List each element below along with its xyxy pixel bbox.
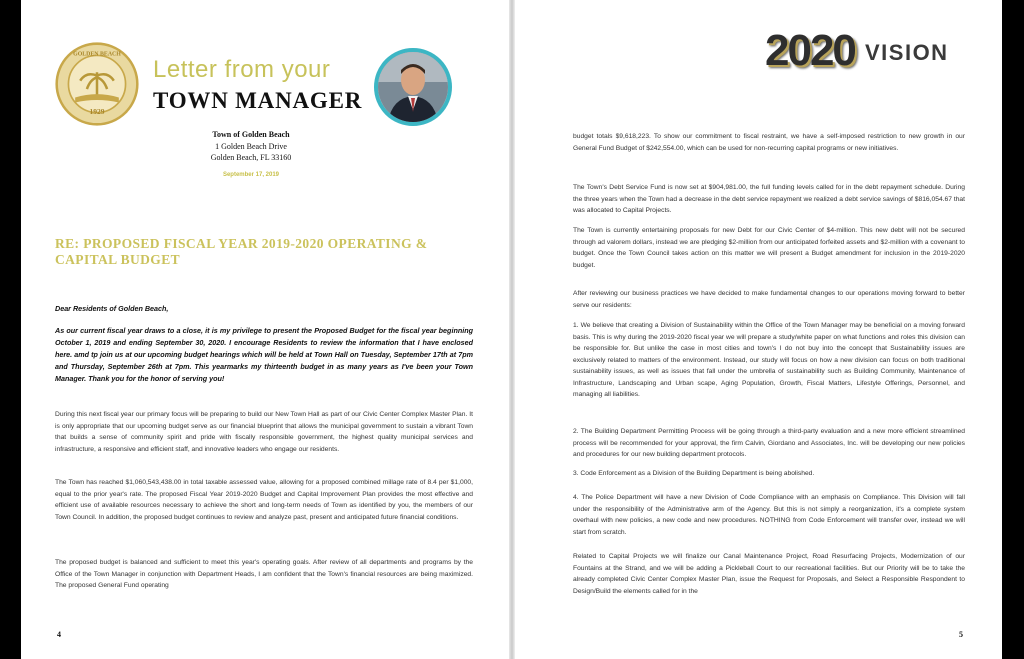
body-paragraph: After reviewing our business practices we have decided to make fundamental changes to our operations moving forward to better serve our residents:	[573, 290, 965, 309]
list-item: 2. The Building Department Permitting Process will be going through a third-party evaluation and a new more efficient streamlined process will be recommended for your approval, the firm Calvin, Giordano and Associates, Inc. will be developing our new policies and procedures for our new building department protocols.	[573, 428, 965, 458]
list-item: 3. Code Enforcement as a Division of the Building Department is being abolished.	[573, 470, 815, 477]
town-seal-icon	[55, 42, 139, 126]
svg-text:GOLDEN BEACH: GOLDEN BEACH	[73, 51, 121, 58]
body-paragraph: The Town has reached $1,060,543,438.00 in total taxable assessed value, allowing for a proposed combined millage rate of 8.4 per $1,000, equal to the prior year's rate. The proposed Fiscal Year 2019-2020 Budget and Capital Improvement Plan provides the most effective and efficient use of available resources necessary to achieve the short and long-term needs of Town as identified by you, the members of our Town Council. In addition, the proposed budget continues to review and analyze past, present and anticipated future financial conditions.	[55, 479, 473, 521]
letter-title-line1: Letter from your	[153, 56, 331, 83]
vision-2020-logo	[765, 26, 995, 84]
body-paragraph: The Town is currently entertaining proposals for new Debt for our Civic Center of $4-million. This new debt will not be secured through ad valorem dollars, instead we are pledging $2-million from our anticipated forfeited assets and $2-million with a covenant to budget. Once the Town Council takes action on this matter we will present a Budget amendment for inclusion in the 2019-2020 budget.	[573, 227, 965, 269]
page-number-left: 4	[57, 630, 61, 639]
right-page	[515, 0, 1002, 659]
portrait-image	[378, 52, 448, 122]
list-item: 4. The Police Department will have a new Division of Code Compliance with an emphasis on Compliance. This Division will fall under the responsibility of the Administrative arm of the Agency. But this is not simply a reorganization, it's a complete system overhaul with new policies, a new code and new procedures. NOTHING from Code Enforcement will transfer over, instead we will start from scratch.	[573, 494, 965, 536]
re-heading: RE: PROPOSED FISCAL YEAR 2019-2020 OPERATING & CAPITAL BUDGET	[55, 236, 428, 267]
body-paragraph: The proposed budget is balanced and sufficient to meet this year's operating goals. After review of all departments and programs by the Office of the Town Manager in conjunction with Department Heads, I am confident that the Town's financial resources are being maximized. The proposed General Fund operating	[55, 559, 473, 589]
address-city: Golden Beach, FL 33160	[210, 153, 292, 162]
salutation: Dear Residents of Golden Beach,	[55, 304, 169, 313]
letter-date: September 17, 2019	[222, 172, 280, 178]
left-page	[21, 0, 509, 659]
body-paragraph: Related to Capital Projects we will finalize our Canal Maintenance Project, Road Resurfacing Projects, Modernization of our Fountains at the Strand, and we will be adding a Pickleball Court to our recreational facilities. But our Priority will be to take the already completed Civic Center Complex Master Plan, issue the Request for Proposals, and Select a Responsible Respondent to Design/Build the elements called for in the	[573, 553, 965, 595]
address-name: Town of Golden Beach	[212, 130, 290, 139]
manager-portrait	[374, 48, 452, 126]
logo-word: VISION	[865, 40, 949, 65]
list-item: 1. We believe that creating a Division of Sustainability within the Office of the Town Manager may be beneficial on a moving forward basis. This is why during the 2019-2020 fiscal year we will prepare a study/white paper on what functions and roles this division can be responsible for. But unlike the case in most cities and town's I do not buy into the concept that Sustainability issues are exclusively related to matters of the environment. Instead, our study will focus on how a new division can focus on both traditional sustainability issues, as well as issues that fall under the umbrella of sustainability such as Building Community, Maintenance of Infrastructure, Landscaping and Urban scape, Aging Population, Growth, Fiscal Matters, Lifestyle Offerings, Personnel, and managing all liabilities.	[573, 322, 965, 398]
body-paragraph: budget totals $9,618,223. To show our commitment to fiscal restraint, we have a self-imposed restriction to new growth in our General Fund Budget of $242,554.00, which can be used for non-recurring capital programs or new initiatives.	[573, 133, 965, 152]
letter-title-line2: TOWN MANAGER	[153, 88, 363, 113]
page-number-right: 5	[959, 630, 963, 639]
logo-number: 2020	[765, 26, 855, 75]
seal-year: 1929	[89, 107, 105, 117]
body-paragraph: During this next fiscal year our primary focus will be preparing to build our New Town Hall as part of our Civic Center Complex Master Plan. It is only appropriate that our upcoming budget serve as our financial blueprint that allows the municipal government to sustain a vibrant Town that builds a sense of community spirit and pride with fiscally responsible government, the highest quality municipal services and infrastructure, a responsive and efficient staff, and innovative leaders who engage our residents.	[55, 411, 473, 453]
body-paragraph: The Town's Debt Service Fund is now set at $904,981.00, the full funding levels called for in the debt repayment schedule. During the three years when the Town had a decrease in the debt service repayment we realized a debt service savings of $816,054.67 that was allocated to Capital Projects.	[573, 184, 965, 214]
intro-paragraph: As our current fiscal year draws to a close, it is my privilege to present the Proposed Budget for the fiscal year beginning October 1, 2019 and ending September 30, 2020. I encourage Residents to review the information that I have enclosed here. amd tp join us at our upcoming budget hearings which will be held at Town Hall on Tuesday, September 17th at 7pm and Thursday, September 26th at 7pm. This yearmarks my thirteenth budget in as many years as I've been your Town Manager. Thank you for the honor of serving you!	[55, 326, 473, 383]
address-street: 1 Golden Beach Drive	[215, 142, 287, 151]
